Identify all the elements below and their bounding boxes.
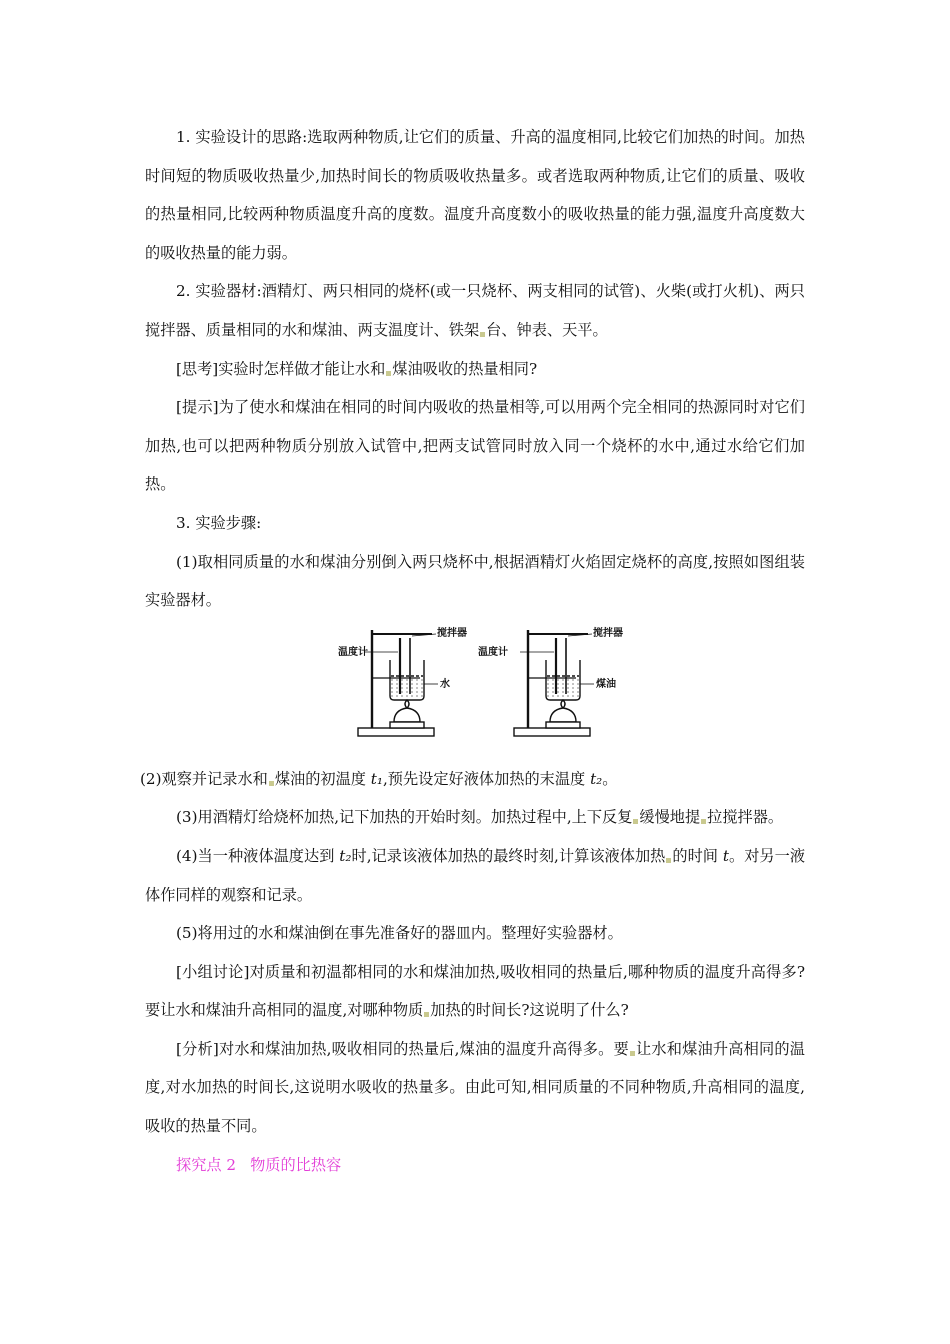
symbol-t2: t₂ (590, 769, 603, 788)
experiment-figure (145, 624, 805, 754)
equipment-text-1: 2. 实验器材:酒精灯、两只相同的烧杯(或一只烧杯、两支相同的试管)、火柴(或打火机)、两只搅拌器、质量相同的水和煤油、两支温度计、铁架 (145, 282, 805, 339)
apparatus-diagram (338, 624, 650, 744)
step4-text-1: (4)当一种液体温度达到 (176, 846, 340, 865)
step2-text-2: 煤油的初温度 (274, 769, 371, 788)
right-flame (561, 700, 565, 708)
left-stirrer-label: 搅拌器 (437, 627, 467, 639)
right-alcohol-lamp (550, 708, 576, 722)
discussion-text-2: 加热的时间长?这说明了什么? (430, 1001, 629, 1020)
annotation-mark (269, 781, 274, 786)
annotation-mark (424, 1012, 429, 1017)
paragraph-step-5: (5)将用过的水和煤油倒在事先准备好的器皿内。整理好实验器材。 (176, 924, 623, 943)
paragraph-step-1: (1)取相同质量的水和煤油分别倒入两只烧杯中,根据酒精灯火焰固定烧杯的高度,按照如图组装实验器材。 (145, 552, 805, 610)
step2-text-1: (2)观察并记录水和 (140, 769, 268, 788)
step3-text-3: 拉搅拌器。 (707, 808, 784, 827)
annotation-mark (701, 819, 706, 824)
step4-text-2: 时,记录该液体加热的最终时刻,计算该液体加热 (351, 846, 666, 865)
right-thermometer-label: 温度计 (478, 646, 508, 658)
left-base (358, 728, 434, 736)
symbol-t: t (722, 846, 729, 865)
annotation-mark (666, 858, 671, 863)
annotation-mark (633, 819, 638, 824)
paragraph-discussion (145, 953, 805, 1030)
analysis-text-2: 让水和煤油升高相同的温度,对水加热的时间长,这说明水吸收的热量多。由此可知,相同质量的不同种物质,升高相同的温度,吸收的热量不同。 (145, 1039, 805, 1136)
paragraph-analysis (145, 1030, 805, 1146)
left-apparatus (358, 630, 438, 736)
step3-text-2: 缓慢地提 (639, 808, 701, 827)
section-title: 物质的比热容 (250, 1155, 342, 1174)
left-thermometer-label: 温度计 (338, 646, 368, 658)
step4-text-4: 。对另一液体作同样的观察和记录。 (145, 846, 806, 904)
left-liquid-fill (391, 680, 423, 696)
symbol-t2: t₂ (339, 846, 352, 865)
right-liquid-label: 煤油 (596, 678, 616, 690)
right-apparatus (514, 630, 594, 736)
step2-text-3: ,预先设定好液体加热的末温度 (382, 769, 591, 788)
section-heading (145, 1146, 805, 1185)
paragraph-design-idea: 1. 实验设计的思路:选取两种物质,让它们的质量、升高的温度相同,比较它们加热的时间。加热时间短的物质吸收热量少,加热时间长的物质吸收热量多。或者选取两种物质,让它们的质量、吸收的热量相同,比较两种物质温度升高的度数。温度升高度数小的吸收热量的能力强,温度升高度数大的吸收热量的能力弱。 (145, 128, 805, 262)
right-base (514, 728, 590, 736)
paragraph-hint: [提示]为了使水和煤油在相同的时间内吸收的热量相等,可以用两个完全相同的热源同时对它们加热,也可以把两种物质分别放入试管中,把两支试管同时放入同一个烧杯的水中,通过水给它们加热。 (145, 398, 805, 494)
symbol-t1: t₁ (370, 769, 383, 788)
paragraph-think (145, 350, 805, 389)
paragraph-step-4 (145, 837, 805, 914)
think-text-2: 煤油吸收的热量相同? (392, 359, 538, 378)
document-page (140, 118, 806, 1184)
paragraph-steps-title: 3. 实验步骤: (176, 513, 262, 532)
left-liquid-label: 水 (440, 678, 450, 690)
paragraph-equipment (145, 272, 805, 349)
right-lamp-base (546, 722, 580, 728)
annotation-mark (630, 1051, 635, 1056)
paragraph-step-2 (140, 760, 805, 799)
think-text-1: [思考]实验时怎样做才能让水和 (176, 359, 386, 378)
paragraph-step-3 (145, 798, 805, 837)
annotation-mark (480, 332, 485, 337)
right-stirrer-label: 搅拌器 (593, 627, 623, 639)
step4-text-3: 的时间 (672, 846, 723, 865)
left-flame (405, 700, 409, 708)
step3-text-1: (3)用酒精灯给烧杯加热,记下加热的开始时刻。加热过程中,上下反复 (176, 808, 633, 827)
discussion-text-1: [小组讨论]对质量和初温都相同的水和煤油加热,吸收相同的热量后,哪种物质的温度升高得多?要让水和煤油升高相同的温度,对哪种物质 (145, 962, 805, 1020)
right-liquid-fill (547, 680, 579, 696)
section-number: 探究点 2 (176, 1155, 237, 1174)
left-lamp-base (390, 722, 424, 728)
annotation-mark (386, 371, 391, 376)
analysis-text-1: [分析]对水和煤油加热,吸收相同的热量后,煤油的温度升高得多。要 (176, 1039, 629, 1058)
left-alcohol-lamp (394, 708, 420, 722)
equipment-text-2: 台、钟表、天平。 (486, 320, 608, 339)
step2-text-4: 。 (602, 769, 618, 788)
